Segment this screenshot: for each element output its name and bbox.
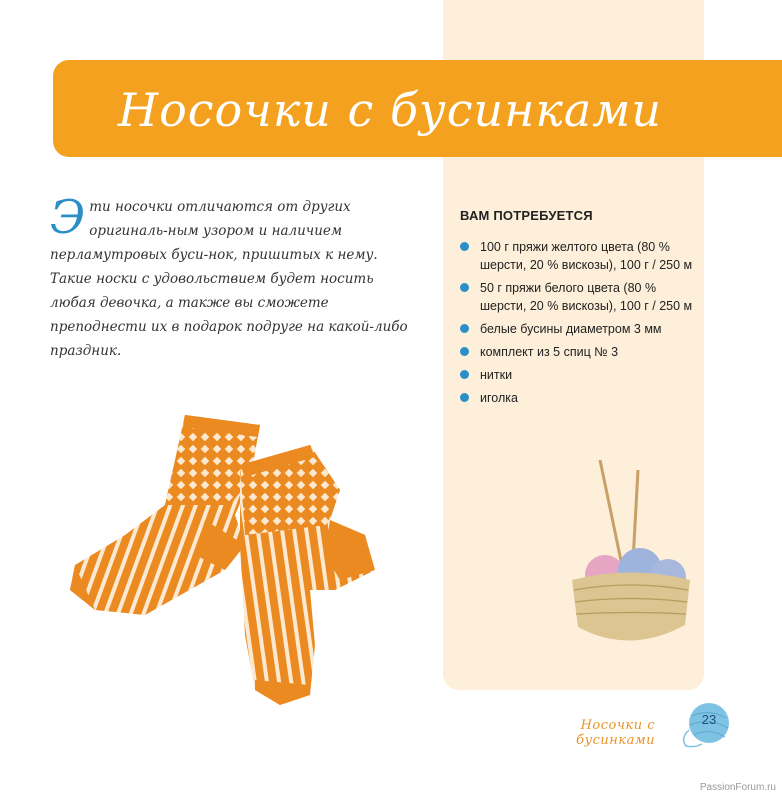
materials-heading: ВАМ ПОТРЕБУЕТСЯ xyxy=(460,208,593,223)
list-item-text: иголка xyxy=(480,391,518,405)
list-item-text: комплект из 5 спиц № 3 xyxy=(480,345,619,359)
wicker-basket xyxy=(572,573,690,641)
knitted-socks-illustration xyxy=(55,395,385,715)
materials-list xyxy=(458,238,698,412)
intro-paragraph xyxy=(50,190,415,363)
left-sock xyxy=(70,415,260,615)
bullet-dot-icon xyxy=(460,393,469,402)
bullet-dot-icon xyxy=(460,242,469,251)
list-item xyxy=(458,320,698,338)
page-title: Носочки с бусинками xyxy=(117,83,663,137)
list-item xyxy=(458,366,698,384)
yarn-basket-illustration xyxy=(560,455,700,660)
bullet-dot-icon xyxy=(460,347,469,356)
list-item-text: нитки xyxy=(480,368,513,382)
list-item xyxy=(458,389,698,407)
bullet-dot-icon xyxy=(460,283,469,292)
intro-text: ти носочки отличаются от других оригиналь-ным узором и наличием перламутровых буси-нок, пришитых к нему. Такие носки с удовольствием будет носить любая девочка, а также вы сможете преподнести их в подарок подруге на какой-либо праздник. xyxy=(50,199,408,359)
running-title: Носочки с бусинками xyxy=(576,718,655,748)
right-sock xyxy=(240,445,375,705)
bullet-dot-icon xyxy=(460,324,469,333)
page-number: 23 xyxy=(701,712,717,727)
list-item-text: 50 г пряжи белого цвета (80 % шерсти, 20 % вискозы), 100 г / 250 м xyxy=(480,281,693,313)
list-item-text: белые бусины диаметром 3 мм xyxy=(480,322,662,336)
list-item xyxy=(458,238,698,274)
list-item xyxy=(458,279,698,315)
drop-cap: Э xyxy=(50,190,86,244)
bullet-dot-icon xyxy=(460,370,469,379)
list-item xyxy=(458,343,698,361)
watermark: PassionForum.ru xyxy=(699,782,776,793)
list-item-text: 100 г пряжи желтого цвета (80 % шерсти, 20 % вискозы), 100 г / 250 м xyxy=(480,240,693,272)
